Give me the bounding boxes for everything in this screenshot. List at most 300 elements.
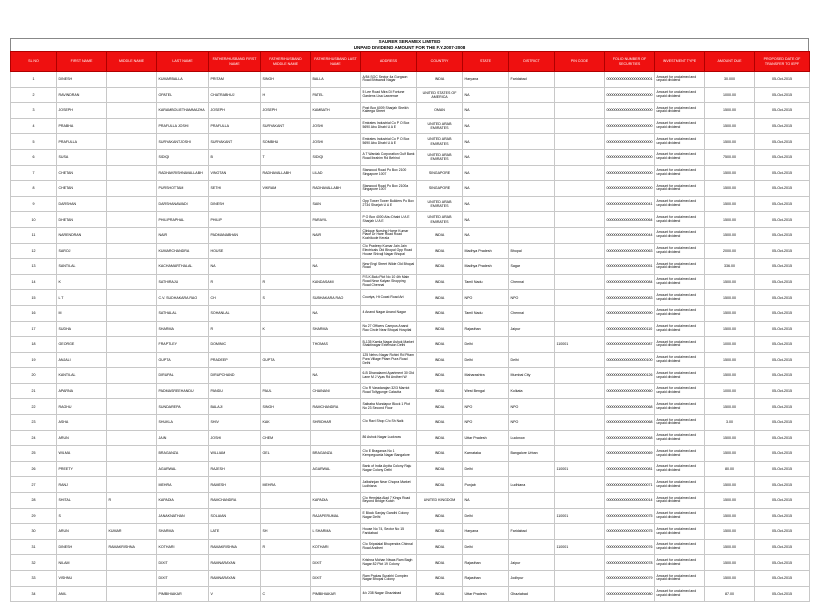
table-cell: Amount for unclaimed and unpaid dividend (655, 524, 705, 540)
table-cell: 30 (11, 524, 57, 540)
table-cell: HOUSE (209, 243, 261, 259)
table-cell: DIXIT (311, 555, 361, 571)
table-cell (107, 103, 157, 119)
table-cell: SAIN (311, 196, 361, 212)
table-cell: ASHA (57, 415, 107, 431)
table-cell: 00000000000000000000075 (605, 508, 655, 524)
table-cell (107, 134, 157, 150)
table-cell: 1500.00 (705, 555, 755, 571)
table-cell: PRABHA (57, 118, 107, 134)
table-cell (555, 571, 605, 587)
table-cell: ANJALI (57, 352, 107, 368)
table-cell: LATE (209, 524, 261, 540)
table-cell (107, 586, 157, 602)
table-cell (107, 181, 157, 197)
table-cell: SHARMA (311, 321, 361, 337)
table-cell: 05-Oct-2015 (755, 524, 810, 540)
table-cell: MEHRA (261, 477, 311, 493)
table-cell (555, 118, 605, 134)
table-cell: 110001 (555, 508, 605, 524)
table-cell: 00000000000000000000000 (605, 134, 655, 150)
table-cell (261, 196, 311, 212)
table-cell: NA (463, 196, 509, 212)
table-cell: R (107, 493, 157, 509)
sheet-subtitle: UNPAID DIVIDEND AMOUNT FOR THE F.Y.2007-2008 (353, 45, 466, 50)
table-cell: C.V. SUDHAKARA RAO (157, 290, 209, 306)
table-cell: Amount for unclaimed and unpaid dividend (655, 227, 705, 243)
table-cell: 00000000000000000000060 (605, 383, 655, 399)
table-cell: Ludhiana (509, 477, 555, 493)
table-cell (555, 383, 605, 399)
table-cell: 00000000000000000000078 (605, 555, 655, 571)
table-cell (107, 87, 157, 103)
table-cell: RAMESH (209, 477, 261, 493)
table-cell: INDIA (417, 274, 463, 290)
table-cell: K (261, 321, 311, 337)
table-cell (107, 149, 157, 165)
table-cell: 00000000000000000000087 (605, 337, 655, 353)
table-row (11, 103, 810, 119)
table-cell: SUSA (57, 149, 107, 165)
table-cell: Bank of India Arpita Colony Raju Nagar Colony Delhi (361, 461, 417, 477)
column-header: LAST NAME (157, 52, 209, 72)
table-cell: House No 74, Sector No 15 Faridabad (361, 524, 417, 540)
table-cell: INDIA (417, 368, 463, 384)
table-cell: 00000000000000000000063 (605, 243, 655, 259)
table-cell: JOSEPH (209, 103, 261, 119)
table-cell: 00000000000000000000079 (605, 571, 655, 587)
table-cell: DARSHANAWADI (157, 196, 209, 212)
table-row (11, 196, 810, 212)
table-cell: Bangalore Urban (509, 446, 555, 462)
table-cell: DOMINIC (209, 337, 261, 353)
table-cell: 18 (11, 337, 57, 353)
table-cell (107, 415, 157, 431)
table-cell: Tamil Nadu (463, 274, 509, 290)
table-cell: CHATRABHUJ (209, 87, 261, 103)
table-cell: Delhi (463, 337, 509, 353)
table-cell: 00000000000000000000051 (605, 259, 655, 275)
table-cell: SOMBHU (261, 134, 311, 150)
table-cell: 05-Oct-2015 (755, 446, 810, 462)
table-cell: 1500.00 (705, 165, 755, 181)
spreadsheet (10, 38, 809, 602)
table-cell (107, 555, 157, 571)
table-cell: PATEL (311, 87, 361, 103)
table-cell: INDIA (417, 243, 463, 259)
table-cell: INDIA (417, 415, 463, 431)
table-cell: Opp Tower Tower Builders Po Box 2734 Sharjah U A E (361, 196, 417, 212)
table-cell: 05-Oct-2015 (755, 415, 810, 431)
table-cell: 26 (11, 461, 57, 477)
table-row (11, 368, 810, 384)
table-cell (555, 430, 605, 446)
table-cell (311, 477, 361, 493)
table-cell: 14 (11, 274, 57, 290)
table-cell: 00000000000000000000068 (605, 415, 655, 431)
table-cell (261, 508, 311, 524)
table-cell: 05-Oct-2015 (755, 227, 810, 243)
table-cell: INDIA (417, 383, 463, 399)
table-cell: No 27 Officers Campus Anand Rao Circle Near Bhopal Hospital (361, 321, 417, 337)
table-cell: DHETAN (57, 212, 107, 228)
table-row (11, 87, 810, 103)
table-cell: 27 (11, 477, 57, 493)
table-cell: 7 (11, 165, 57, 181)
table-cell: 00000000000000000000044 (605, 227, 655, 243)
table-cell: 28 (11, 493, 57, 509)
table-cell: Jaipur (509, 321, 555, 337)
table-cell: 00000000000000000000000 (605, 165, 655, 181)
table-cell: NA (463, 149, 509, 165)
table-cell: Lucknow (509, 430, 555, 446)
table-cell: V (209, 586, 261, 602)
table-cell (555, 72, 605, 88)
table-cell: Amount for unclaimed and unpaid dividend (655, 243, 705, 259)
table-cell: CHETAN (57, 165, 107, 181)
table-cell: KUMARCHANDRA (157, 243, 209, 259)
table-row (11, 337, 810, 353)
table-cell (261, 461, 311, 477)
table-cell: 00000000000000000000069 (605, 446, 655, 462)
table-cell: M (57, 305, 107, 321)
table-cell: Haryana (463, 72, 509, 88)
table-cell (509, 337, 555, 353)
table-cell: INDIA (417, 259, 463, 275)
table-cell: R (261, 539, 311, 555)
table-cell (311, 243, 361, 259)
table-cell: 13 (11, 259, 57, 275)
table-cell: Rajasthan (463, 555, 509, 571)
table-cell: 33 (11, 571, 57, 587)
table-cell: Karnataka (463, 446, 509, 462)
table-cell (107, 212, 157, 228)
table-cell: NA (463, 212, 509, 228)
table-cell (555, 555, 605, 571)
table-cell (555, 477, 605, 493)
table-cell: 05-Oct-2015 (755, 290, 810, 306)
table-cell: CH (209, 290, 261, 306)
table-cell: Jalbahnjan Near Chopra Market Ludhiana (361, 477, 417, 493)
table-cell: NA (311, 305, 361, 321)
table-cell: C/o Hemlata Alad 7 Kings Road Beyond Bridge Kutch (361, 493, 417, 509)
table-cell: VISHNU (57, 571, 107, 587)
table-cell: INDIA (417, 337, 463, 353)
table-cell: 05-Oct-2015 (755, 571, 810, 587)
table-cell: Amount for unclaimed and unpaid dividend (655, 259, 705, 275)
table-cell: 05-Oct-2015 (755, 539, 810, 555)
column-header: PROPOSED DATE OF TRANSFER TO IEPF (755, 52, 810, 72)
table-cell: SOHANLAL (209, 305, 261, 321)
table-cell: NPO (509, 399, 555, 415)
table-cell: Sagar (509, 259, 555, 275)
table-cell: 1500.00 (705, 290, 755, 306)
column-header: FIRST NAME (57, 52, 107, 72)
table-cell: SINGH (261, 399, 311, 415)
table-cell (555, 227, 605, 243)
table-cell: NA (463, 103, 509, 119)
table-row (11, 383, 810, 399)
table-cell (555, 165, 605, 181)
table-cell: 00000000000000000000000 (605, 181, 655, 197)
table-cell: NPO (509, 290, 555, 306)
table-cell: SIDIQI (311, 149, 361, 165)
table-cell: KUMAR (107, 524, 157, 540)
table-cell: GEORGE (57, 337, 107, 353)
table-cell: 05-Oct-2015 (755, 274, 810, 290)
table-cell (509, 227, 555, 243)
table-cell: 1500.00 (705, 212, 755, 228)
table-cell: Kolkata (509, 383, 555, 399)
table-cell: 05-Oct-2015 (755, 305, 810, 321)
table-cell: THOMAS (311, 337, 361, 353)
table-cell (107, 368, 157, 384)
table-cell: RAMCHANDRA (209, 493, 261, 509)
table-cell: L T (57, 290, 107, 306)
column-header: ADDRESS (361, 52, 417, 72)
table-cell: Amount for unclaimed and unpaid dividend (655, 118, 705, 134)
column-header: INVESTMENT TYPE (655, 52, 705, 72)
table-cell: Amount for unclaimed and unpaid dividend (655, 181, 705, 197)
table-cell: NA (209, 259, 261, 275)
table-cell (107, 165, 157, 181)
table-cell (509, 196, 555, 212)
table-cell: Madhya Pradesh (463, 243, 509, 259)
table-cell (509, 87, 555, 103)
table-cell: T (261, 149, 311, 165)
table-cell: SURYAKANTJOSHI (157, 134, 209, 150)
table-cell: NPO (463, 399, 509, 415)
table-cell: NPO (463, 415, 509, 431)
table-cell (555, 415, 605, 431)
table-cell: SATHALAL (157, 305, 209, 321)
table-cell: NA (463, 118, 509, 134)
table-cell: WILMA (57, 446, 107, 462)
table-cell (555, 259, 605, 275)
table-cell: 1500.00 (705, 524, 755, 540)
table-cell: 25 (11, 446, 57, 462)
table-cell (107, 446, 157, 462)
table-cell: 29 (11, 508, 57, 524)
table-cell (555, 586, 605, 602)
table-cell: PANDU (209, 383, 261, 399)
table-cell: PREETY (57, 461, 107, 477)
table-cell (261, 259, 311, 275)
table-cell: Madhya Pradesh (463, 259, 509, 275)
table-cell: 32 (11, 555, 57, 571)
table-cell: PRAFULLA (57, 134, 107, 150)
table-cell (555, 149, 605, 165)
table-cell (107, 274, 157, 290)
table-cell: 00000000000000000000071 (605, 477, 655, 493)
table-row (11, 446, 810, 462)
table-cell: SHARMA (157, 321, 209, 337)
table-cell (107, 305, 157, 321)
table-row (11, 415, 810, 431)
table-cell: VIKRAM (261, 181, 311, 197)
table-cell: UNITED ARAB EMIRATES (417, 212, 463, 228)
table-cell: Amount for unclaimed and unpaid dividend (655, 415, 705, 431)
table-row (11, 243, 810, 259)
table-cell: 1000.00 (705, 337, 755, 353)
table-cell: 16 (11, 305, 57, 321)
table-cell: JOSEPH (261, 103, 311, 119)
table-cell: Chennai (509, 305, 555, 321)
table-cell: Post Box 6009 Sharjah Sheikh Kaleega Street (361, 103, 417, 119)
table-cell: S (261, 290, 311, 306)
table-cell: Chennai (509, 274, 555, 290)
table-cell: SATHIRAJU (157, 274, 209, 290)
table-cell (555, 196, 605, 212)
table-cell: Amount for unclaimed and unpaid dividend (655, 212, 705, 228)
table-cell: 110001 (555, 337, 605, 353)
table-cell: PRAFULLA (209, 118, 261, 134)
table-cell: RAMAKRISHNA (209, 539, 261, 555)
table-cell: KOTHARI (157, 539, 209, 555)
table-cell: SUNDAREPA (157, 399, 209, 415)
table-cell: KANTILAL (57, 368, 107, 384)
table-cell: DIXIT (311, 571, 361, 587)
table-cell (509, 493, 555, 509)
table-cell: Amount for unclaimed and unpaid dividend (655, 305, 705, 321)
table-cell: Faridabad (509, 524, 555, 540)
column-header: PIN CODE (555, 52, 605, 72)
table-cell: NPO (463, 290, 509, 306)
table-cell: 05-Oct-2015 (755, 493, 810, 509)
table-cell: 31 (11, 539, 57, 555)
table-cell: NA (463, 493, 509, 509)
table-cell (261, 555, 311, 571)
table-cell: 110001 (555, 461, 605, 477)
table-cell: 5 Lee Road Mira Di Fortune Gardens Lisa Lawrence (361, 87, 417, 103)
table-cell: RAMNARAYAN (209, 555, 261, 571)
table-cell: PRITAM (209, 72, 261, 88)
table-cell: UNITED ARAB EMIRATES (417, 149, 463, 165)
table-cell (107, 399, 157, 415)
table-cell: KANDASAMI (311, 274, 361, 290)
table-cell: DIRUPAL (157, 368, 209, 384)
table-cell (261, 337, 311, 353)
table-cell: FRAPTLEY (157, 337, 209, 353)
table-cell: RADHAVALLABH (261, 165, 311, 181)
table-cell: DIRUPCHAND (209, 368, 261, 384)
table-cell: P.S.K.Balu Plot No 10 4th Main Road Near Kalyan Shopping Road Chennai (361, 274, 417, 290)
table-cell: 05-Oct-2015 (755, 368, 810, 384)
table-cell: 1500.00 (705, 508, 755, 524)
table-cell: RADHAVALLABH (311, 181, 361, 197)
table-cell: 00000000000000000000000 (605, 118, 655, 134)
table-cell: INDIA (417, 305, 463, 321)
table-cell: 00000000000000000000000 (605, 149, 655, 165)
table-cell: B (209, 149, 261, 165)
table-cell (107, 461, 157, 477)
table-cell: SH (261, 524, 311, 540)
table-row (11, 508, 810, 524)
table-cell: 05-Oct-2015 (755, 212, 810, 228)
table-cell: Amount for unclaimed and unpaid dividend (655, 493, 705, 509)
table-cell: Amount for unclaimed and unpaid dividend (655, 274, 705, 290)
table-cell: 3 (11, 103, 57, 119)
table-row (11, 555, 810, 571)
table-cell: Delhi (463, 539, 509, 555)
table-cell: Starwood Road Po Box 2100a Singapore 1007 (361, 181, 417, 197)
table-cell (509, 181, 555, 197)
table-cell: DARSHAN (57, 196, 107, 212)
table-cell: 6-B Dhanalaxmi Apartment 30 Old Lane M J Vyas Rd Andheri W (361, 368, 417, 384)
table-cell (261, 493, 311, 509)
table-cell: 00000000000000000000083 (605, 290, 655, 306)
table-cell (509, 539, 555, 555)
table-cell: Delhi (463, 352, 509, 368)
table-cell (555, 321, 605, 337)
table-cell: DINESH (57, 72, 107, 88)
table-cell: INDIA (417, 290, 463, 306)
table-cell: SINGAPORE (417, 165, 463, 181)
table-cell: UNITED STATES OF AMERICA (417, 87, 463, 103)
table-cell: 05-Oct-2015 (755, 352, 810, 368)
table-cell: RAMAKRISHNA (107, 539, 157, 555)
table-cell: PARAYIL (311, 212, 361, 228)
table-cell: 00000000000000000000076 (605, 539, 655, 555)
table-cell: 05-Oct-2015 (755, 87, 810, 103)
table-cell: JOSHI (209, 430, 261, 446)
table-cell (555, 493, 605, 509)
table-row (11, 539, 810, 555)
table-cell: Amount for unclaimed and unpaid dividend (655, 196, 705, 212)
table-cell: INDIA (417, 227, 463, 243)
table-cell: JOSHI (311, 134, 361, 150)
table-cell: SURYAKANT (261, 118, 311, 134)
table-cell (555, 368, 605, 384)
table-cell: 24 (11, 430, 57, 446)
table-cell: INDIA (417, 508, 463, 524)
table-cell (107, 383, 157, 399)
table-cell: S (57, 508, 107, 524)
table-cell: 4/c 238 Nagar Ghaziabad (361, 586, 417, 602)
table-cell: Amount for unclaimed and unpaid dividend (655, 134, 705, 150)
table-cell: Amount for unclaimed and unpaid dividend (655, 72, 705, 88)
table-cell (107, 321, 157, 337)
table-cell: 00000000000000000000068 (605, 430, 655, 446)
table-cell: RAGHU (57, 399, 107, 415)
table-cell: AGARWAL (157, 461, 209, 477)
table-cell (107, 571, 157, 587)
table-cell: 1500.00 (705, 103, 755, 119)
table-cell: BRAGANZA (311, 446, 361, 462)
table-cell: 11 (11, 227, 57, 243)
table-cell (509, 149, 555, 165)
table-cell: NAIR (157, 227, 209, 243)
table-cell: INDIA (417, 524, 463, 540)
table-cell: WILLIAM (209, 446, 261, 462)
table-cell: Uttar Pradesh (463, 430, 509, 446)
table-cell: NA (463, 227, 509, 243)
table-cell: 05-Oct-2015 (755, 337, 810, 353)
table-cell: Amount for unclaimed and unpaid dividend (655, 290, 705, 306)
table-cell: CHAINANI (311, 383, 361, 399)
table-row (11, 430, 810, 446)
table-cell: Emirates Industrial Co P O Box 5690 Abu Dhabi U A E (361, 134, 417, 150)
column-header: FATHER/HUSBAND MIDDLE NAME (261, 52, 311, 72)
table-cell: 1 (11, 72, 57, 88)
table-cell: R (209, 274, 261, 290)
table-cell: VINOTAN (209, 165, 261, 181)
table-row (11, 134, 810, 150)
table-cell: RAMNARAYAN (209, 571, 261, 587)
table-cell: INDIA (417, 461, 463, 477)
table-cell: CHETAN (57, 181, 107, 197)
table-cell: SHITAL (57, 493, 107, 509)
